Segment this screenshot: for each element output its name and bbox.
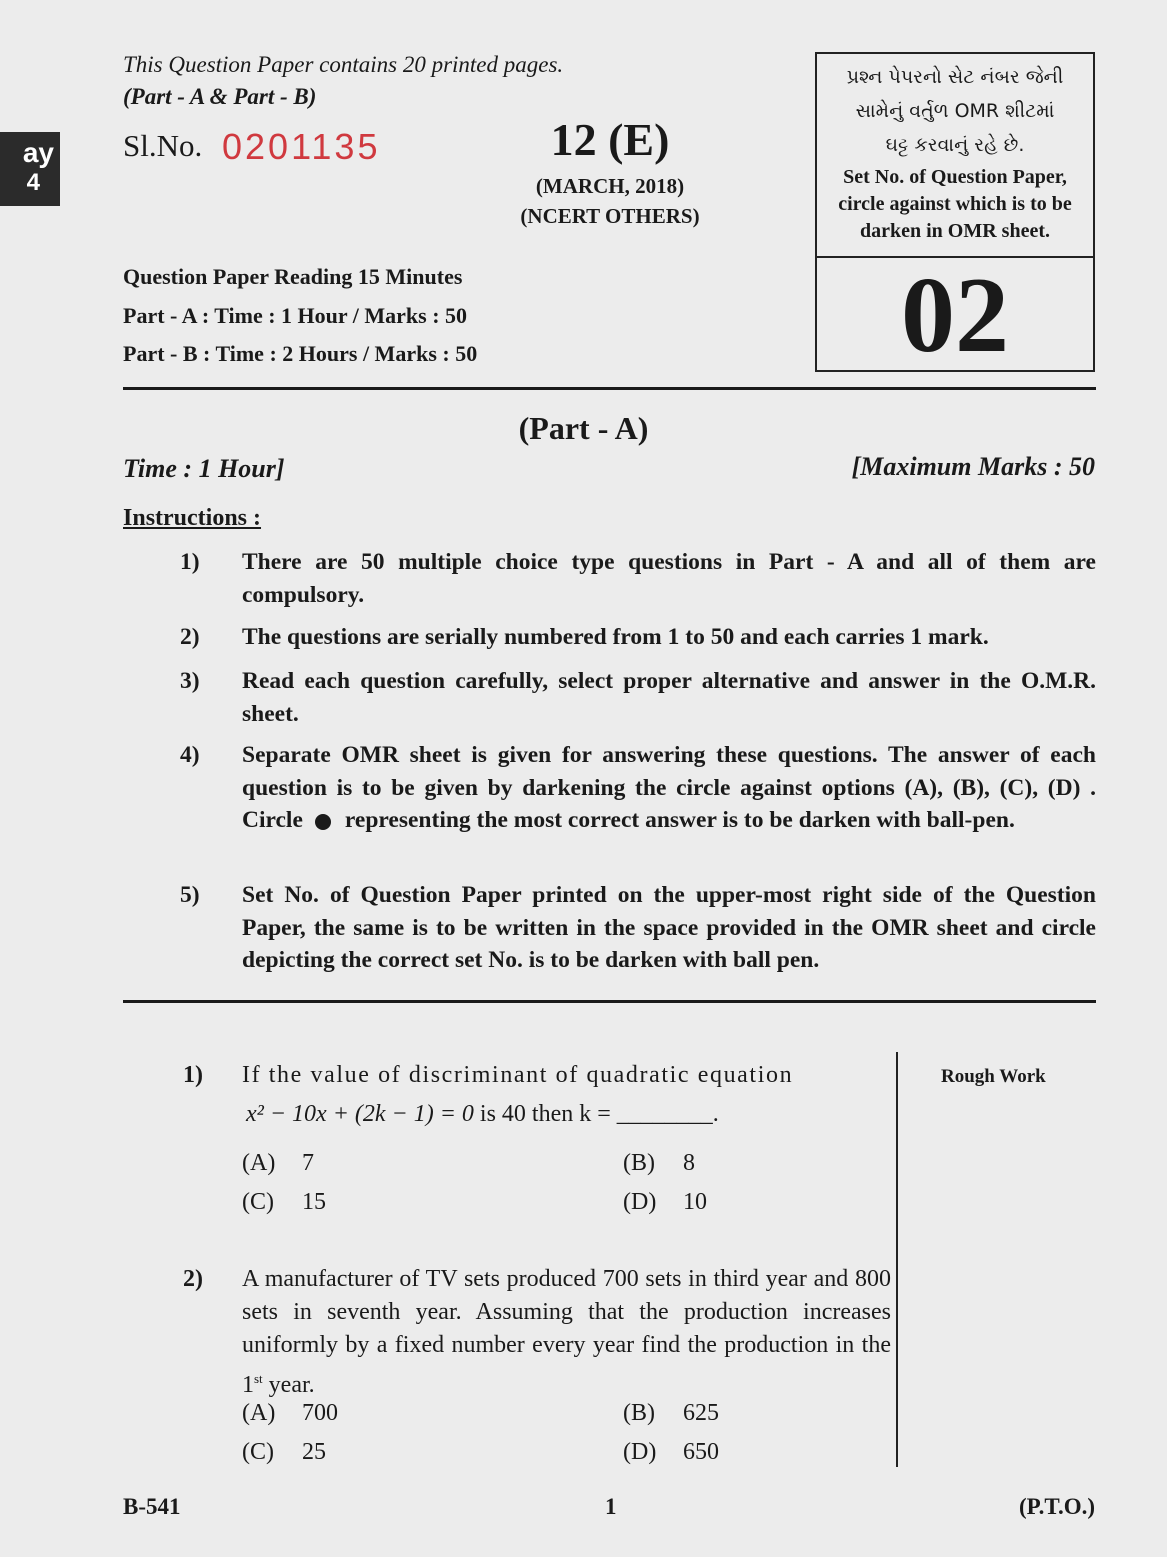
option-b[interactable]	[623, 1150, 695, 1177]
footer-code: B-541	[123, 1494, 181, 1519]
serial-number-value: 0201135	[222, 126, 381, 167]
option-value: 8	[683, 1150, 695, 1176]
option-label: (B)	[623, 1150, 655, 1176]
option-d[interactable]	[623, 1189, 707, 1216]
instruction-text: There are 50 multiple choice type questions in Part - A and all of them are compulsory.	[242, 549, 1096, 608]
question-text-main: A manufacturer of TV sets produced 700 sets in third year and 800 sets in seventh year. Assuming that the production increases uniformly by a fixed number every year find the production in the 1	[242, 1266, 891, 1398]
gujarati-line-1: પ્રશ્ન પેપરનો સેટ નંબર જેની	[846, 66, 1064, 88]
day-tab	[0, 132, 60, 206]
english-line-2: circle against which is to be	[838, 193, 1072, 215]
question-1	[183, 1059, 891, 1092]
instruction-text	[242, 739, 1096, 837]
part-a-info: Part - A : Time : 1 Hour / Marks : 50	[123, 303, 468, 328]
instruction-number: 3)	[180, 668, 200, 694]
question-text-end: year.	[262, 1372, 315, 1398]
option-label: (B)	[623, 1400, 655, 1426]
option-value: 625	[683, 1400, 719, 1426]
set-box-instructions	[817, 54, 1093, 258]
instruction-item	[180, 739, 1096, 837]
page-number: 1	[605, 1494, 617, 1519]
option-value: 10	[683, 1189, 707, 1215]
section-time: Time : 1 Hour]	[123, 454, 285, 483]
option-label: (D)	[623, 1189, 657, 1215]
instructions-heading: Instructions :	[123, 505, 262, 531]
english-line-1: Set No. of Question Paper,	[843, 166, 1067, 188]
question-1-equation-line	[246, 1101, 719, 1128]
ordinal-suffix: st	[254, 1371, 263, 1386]
instruction-item	[180, 621, 1096, 654]
option-value: 7	[302, 1150, 314, 1176]
instruction-text: The questions are serially numbered from 1 to 50 and each carries 1 mark.	[242, 624, 989, 650]
option-value: 650	[683, 1439, 719, 1465]
divider-top	[123, 387, 1096, 390]
instruction-number: 4)	[180, 742, 200, 768]
instruction-number: 5)	[180, 882, 200, 908]
option-label: (C)	[242, 1189, 274, 1215]
question-2	[183, 1263, 891, 1402]
option-d[interactable]	[623, 1439, 719, 1466]
option-value: 15	[302, 1189, 326, 1215]
instruction-number: 1)	[180, 549, 200, 575]
serial-number-label: Sl.No.	[123, 128, 203, 163]
section-title: (Part - A)	[518, 410, 649, 446]
option-a[interactable]	[242, 1400, 338, 1427]
rough-work-divider	[896, 1052, 898, 1467]
option-value: 25	[302, 1439, 326, 1465]
instruction-text: Set No. of Question Paper printed on the upper-most right side of the Question Paper, the same is to be written in the space provided in the OMR sheet and circle depicting the correct set No. is to be darken with ball pen.	[242, 882, 1096, 973]
pages-note: This Question Paper contains 20 printed pages.	[123, 52, 564, 77]
question-equation: x² − 10x + (2k − 1) = 0	[246, 1101, 474, 1127]
option-label: (C)	[242, 1439, 274, 1465]
gujarati-line-2: સામેનું વર્તુળ OMR શીટમાં	[855, 100, 1055, 122]
english-line-3: darken in OMR sheet.	[860, 220, 1050, 242]
option-c[interactable]	[242, 1189, 326, 1216]
section-max-marks: [Maximum Marks : 50	[851, 452, 1095, 481]
exam-board: (NCERT OTHERS)	[520, 204, 700, 228]
instruction-item	[180, 665, 1096, 730]
question-text	[242, 1263, 891, 1402]
option-a[interactable]	[242, 1150, 314, 1177]
question-number: 2)	[183, 1266, 203, 1292]
option-label: (D)	[623, 1439, 657, 1465]
option-value: 700	[302, 1400, 338, 1426]
option-label: (A)	[242, 1400, 276, 1426]
instruction-text-part2: representing the most correct answer is to be darken with ball-pen.	[344, 807, 1015, 833]
pto-note: (P.T.O.)	[1018, 1494, 1095, 1519]
set-number: 02	[901, 256, 1009, 375]
question-number: 1)	[183, 1062, 203, 1088]
rough-work-label: Rough Work	[941, 1066, 1046, 1087]
option-c[interactable]	[242, 1439, 326, 1466]
question-equation-tail: is 40 then k = ________.	[479, 1101, 719, 1127]
gujarati-line-3: ઘટ્ટ કરવાનું રહે છે.	[885, 134, 1025, 156]
instruction-item	[180, 879, 1096, 977]
question-text: If the value of discriminant of quadratic equation	[242, 1062, 794, 1088]
option-label: (A)	[242, 1150, 276, 1176]
option-b[interactable]	[623, 1400, 719, 1427]
day-tab-number: 4	[26, 169, 40, 196]
divider-bottom	[123, 1000, 1096, 1003]
set-number-box	[815, 52, 1095, 375]
paper-code: 12 (E)	[550, 114, 670, 165]
instruction-item	[180, 546, 1096, 611]
reading-time: Question Paper Reading 15 Minutes	[123, 264, 463, 289]
parts-note: (Part - A & Part - B)	[123, 84, 317, 109]
day-tab-text: ay	[22, 137, 54, 168]
part-b-info: Part - B : Time : 2 Hours / Marks : 50	[123, 341, 478, 366]
instruction-text: Read each question carefully, select proper alternative and answer in the O.M.R. sheet.	[242, 668, 1096, 727]
instruction-text-part1: Separate OMR sheet is given for answering these questions. The answer of each question is to be given by darkening the circle against options (A), (B), (C), (D) . Circle	[242, 742, 1096, 833]
instruction-number: 2)	[180, 624, 200, 650]
filled-circle-icon	[315, 814, 331, 830]
exam-session: (MARCH, 2018)	[535, 174, 685, 198]
